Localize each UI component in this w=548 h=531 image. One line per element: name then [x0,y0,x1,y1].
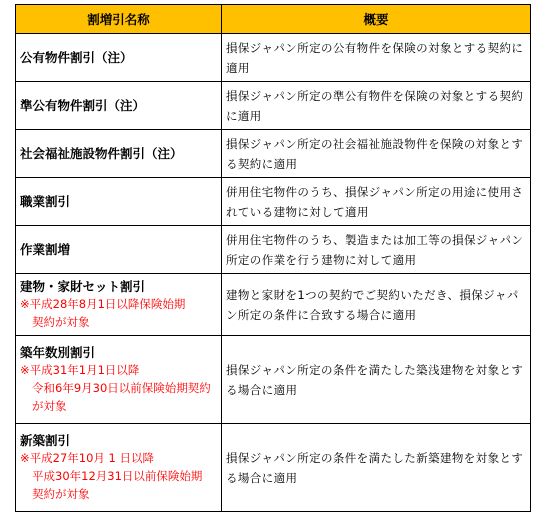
row-name: 職業割引 [16,178,222,226]
row-name-cell [16,424,222,512]
table-row [16,336,531,424]
row-name-cell [16,336,222,424]
discount-table-container [15,4,531,512]
header-summary: 概要 [222,5,531,34]
row-name: 建物・家財セット割引 [20,279,146,294]
row-description: 併用住宅物件のうち、損保ジャパン所定の用途に使用されている建物に対して適用 [222,178,531,226]
row-description: 建物と家財を1つの契約でご契約いただき、損保ジャパン所定の条件に合致する場合に適用 [222,274,531,336]
row-name: 作業割増 [16,226,222,274]
table-header-row [16,5,531,34]
row-name-cell [16,274,222,336]
table-row [16,424,531,512]
row-name: 新築割引 [20,433,71,448]
row-description: 併用住宅物件のうち、製造または加工等の損保ジャパン所定の作業を行う建物に対して適用 [222,226,531,274]
row-description: 損保ジャパン所定の社会福祉施設物件を保険の対象とする契約に適用 [222,130,531,178]
discount-table [15,4,531,512]
row-description: 損保ジャパン所定の条件を満たした築浅建物を対象とする場合に適用 [222,336,531,424]
table-row [16,178,531,226]
table-row [16,274,531,336]
row-note-line: ※平成28年8月1日以降保険始期 [20,297,186,311]
table-row [16,82,531,130]
row-name: 公有物件割引（注） [16,34,222,82]
row-description: 損保ジャパン所定の条件を満たした新築建物を対象とする場合に適用 [222,424,531,512]
row-name: 築年数別割引 [20,345,96,360]
row-note-line: ※平成31年1月1日以降 [20,363,140,377]
table-row [16,226,531,274]
header-discount-name: 割増引名称 [16,5,222,34]
table-row [16,130,531,178]
row-note-line: 平成30年12月31日以前保険始期 [32,469,203,483]
row-name: 準公有物件割引（注） [16,82,222,130]
row-description: 損保ジャパン所定の準公有物件を保険の対象とする契約に適用 [222,82,531,130]
row-note-line: 契約が対象 [32,315,90,329]
row-note-line: 契約が対象 [32,487,90,501]
row-name: 社会福祉施設物件割引（注） [16,130,222,178]
row-note-line: 令和6年9月30日以前保険始期契約 [32,381,211,395]
row-description: 損保ジャパン所定の公有物件を保険の対象とする契約に適用 [222,34,531,82]
row-note-line: が対象 [32,399,67,413]
table-row [16,34,531,82]
row-note-line: ※平成27年10月 1 日以降 [20,451,155,465]
